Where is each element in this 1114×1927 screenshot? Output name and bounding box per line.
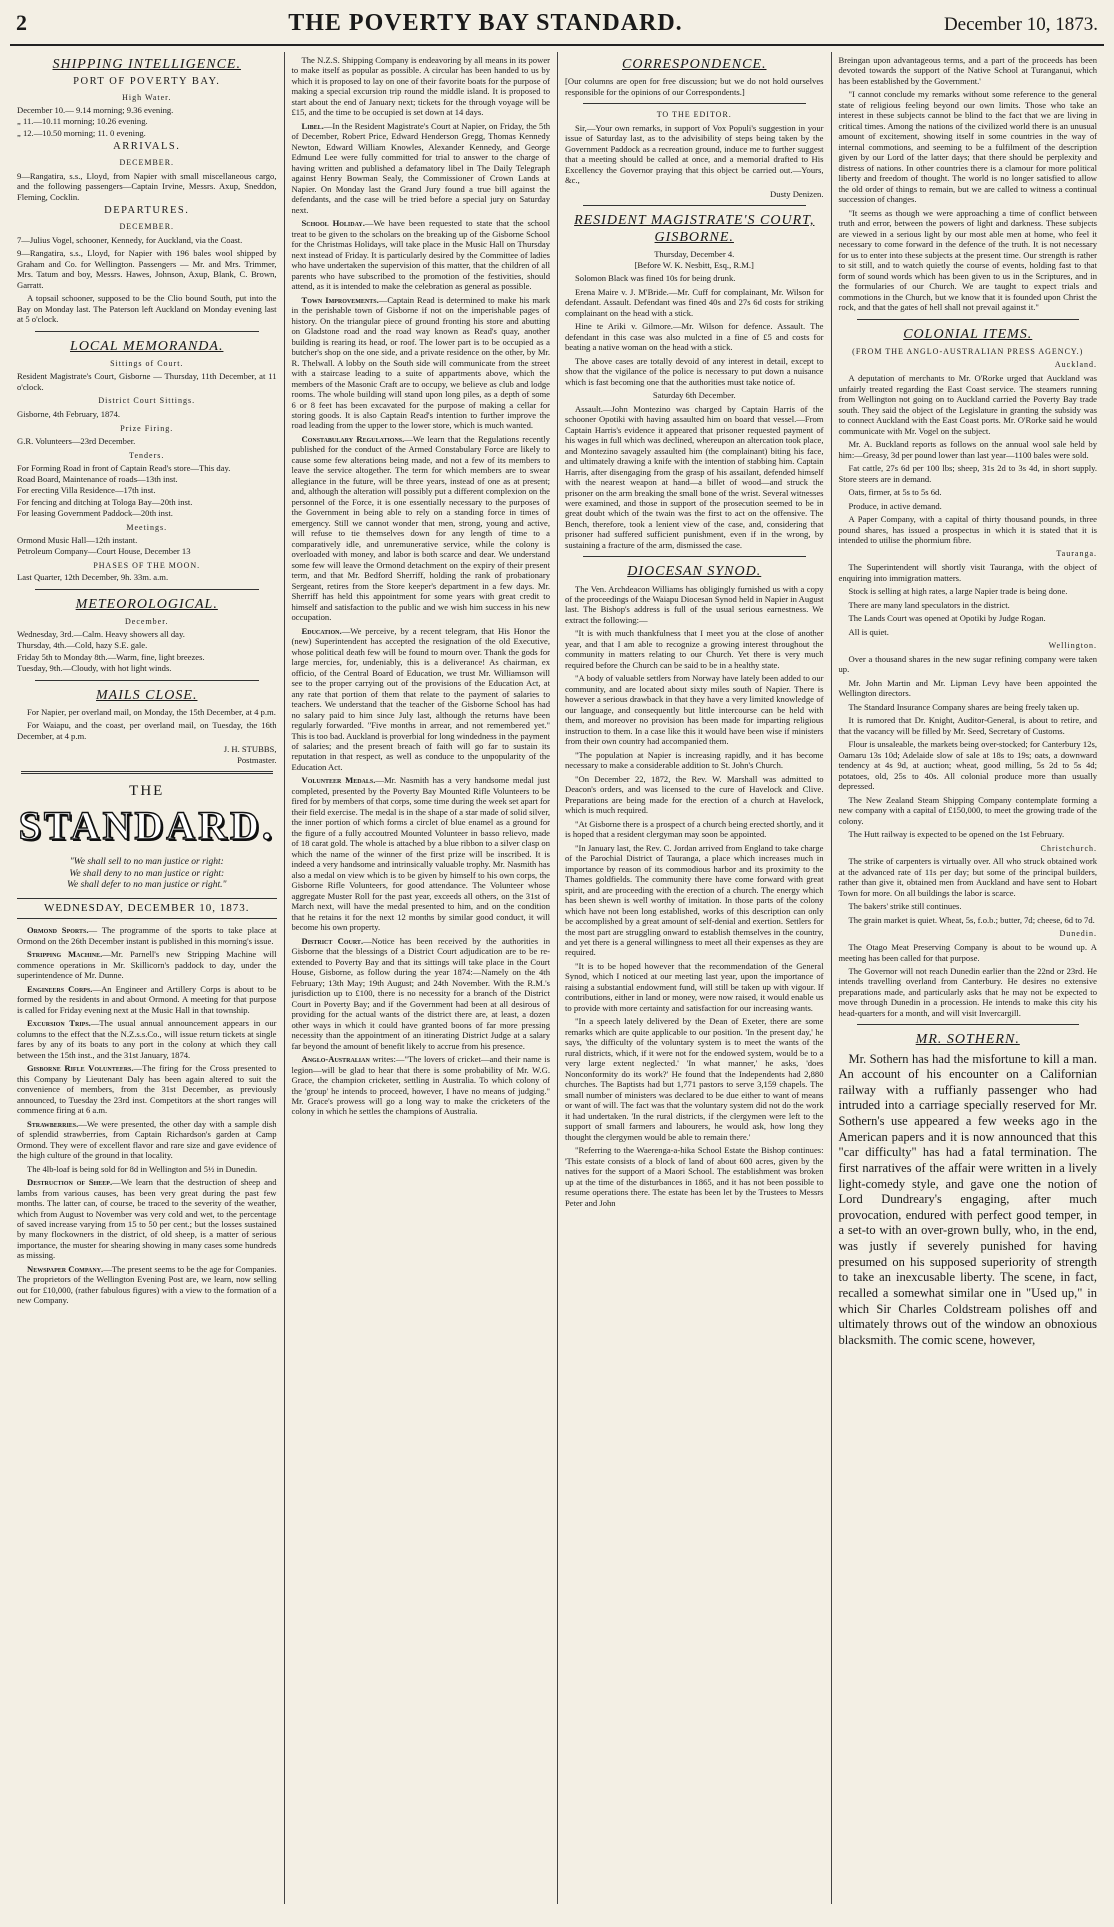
- court-case: Solomon Black was fined 10s for being drunk.: [575, 273, 736, 284]
- tender-item: For erecting Villa Residence—17th inst.: [17, 485, 156, 496]
- synod-continued: "It seems as though we were approaching a time of conflict between truth and error, between the powers of light and darkness. These subjects are viewed in a serious light by our most able men at home, who feel it necessary to come forward in the defence of the truth. It is not necessary for us to enter into these subjects at the present time. Our strength is rather to sit still, and to watch quietly the course of events, holding fast to that form of sound words which has been given to us in the Scriptures, and in the formularies of our Church. We are taught to expect trials and commotions in the Church, but we know that it is founded upon Christ the rock, and that the gates of hell shall not prevail against it.": [838, 207, 1097, 313]
- news-paragraph: Ormond Sports.— The programme of the sports to take place at Ormond on the 26th December instant is published in this morning's issue.: [17, 925, 277, 946]
- news-paragraph: The N.Z.S. Shipping Company is endeavoring by all means in its power to make itself as popular as possible. A circular has been handed to us by which it is proposed to lay on one of their favorite boats for the purpose of making a special excursion trip round the middle island. It is proposed to start about the end of January next; tickets for the through voyage will be £15, and the time to be occupied is set down at 14 days.: [291, 55, 550, 118]
- court-case: The above cases are totally devoid of any interest in detail, except to show that the vigilance of the police is necessary to put down a nuisance which is fast becoming one that the authorities must take notice of.: [565, 355, 824, 387]
- masthead: [10, 10, 1104, 46]
- sothern-title: MR. SOTHERN.: [915, 1032, 1020, 1048]
- court-day: Thursday, December 4.: [654, 249, 735, 260]
- shipping-note: A topsail schooner, supposed to be the Clio bound South, put into the Bay on Monday last. The Paterson left Auckland on Monday evening last at 5 o'clock.: [17, 293, 277, 325]
- news-paragraph: Town Improvements.—Captain Read is determined to make his mark in the perishable town of Gisborne if not on the imperishable pages of history. On the triangular piece of ground fronting his store and abutting on Gladstone road and the road way known as Read's quay, another building is rearing its head, or roof. The lower part is to be occupied as a butcher's shop on the one side, and a private residence on the other, by Mr. R. Thelwall. A lobby on the South side will communicate from the street with a staircase leading to a suite of appartments above, which the members of the Masonic Craft are to occupy, we believe as club and lodge rooms. The whole building will stand upon long piles, as a depth of some 6 or 8 feet has been excavated for the purpose of making a cellar for storing goods. It is also Captain Read's intention to further improve the road leading from the upper to the lower store, which is much wanted.: [291, 294, 550, 431]
- shipping-title: SHIPPING INTELLIGENCE.: [52, 57, 241, 72]
- place-heading: Dunedin.: [1059, 929, 1097, 939]
- divider: [21, 771, 273, 774]
- synod-continued: Breingan upon advantageous terms, and a part of the proceeds has been devoted towards the support of the Native School at Turanganui, which has been established by the Government.': [838, 55, 1097, 86]
- letter-text: Sir,—Your own remarks, in support of Vox Populi's suggestion in your issue of Saturday last, as to the advisibility of steps being taken by the Government Paddock as a recreation ground, induce me to further suggest that a meeting should be called at once, and a memorial drafted to His Excellency the Governor praying that this object be carried out.—Yours, &c.,: [565, 122, 824, 186]
- newspaper-page: [10, 10, 1104, 1907]
- tenders-label: Tenders.: [129, 450, 165, 460]
- tender-item: For fencing and ditching at Tologa Bay—20th inst.: [17, 496, 193, 507]
- met-month: December.: [125, 616, 169, 626]
- colonial-item: The grain market is quiet. Wheat, 5s, f.o.b.; butter, 7d; cheese, 6d to 7d.: [848, 914, 1095, 925]
- synod-paragraph: "It is with much thankfulness that I meet you at the close of another year, and that I am able to recognize a growing interest throughout the community in matters relating to our Church. Yet there is very much required before the Church can be said to be in a healthy state.: [565, 628, 824, 670]
- colonial-item: The New Zealand Steam Shipping Company contemplate forming a new company with a capital of £150,000, to meet the growing trade of the colony.: [838, 794, 1097, 826]
- colonial-item: Mr. A. Buckland reports as follows on the annual wool sale held by him:—Greasy, 3d per pound lower than last year—1100 bales were sold.: [838, 439, 1097, 460]
- meetings-label: Meetings.: [126, 522, 168, 532]
- district-label: District Court Sittings.: [98, 396, 196, 406]
- synod-paragraph: "In a speech lately delivered by the Dean of Exeter, there are some remarks which are quite applicable to our position. 'In the present day,' he says, 'the difficulty of the voluntary system is to meet the wants of the rural districts, which, if it were not for the endowed system, would be to a very large extent neglected.' 'In what manner,' he asks, 'does Nonconformity do its work?' He found that the Independents had 2,880 churches. The Baptists had but 1,771 pastors to serve 3,159 chapels. The small number of ministers was declared to be due either to want of means or want of will. The fact was that the voluntary system did not do the work it had undertaken. 'In the rural districts, if the clergymen were left to the support of small farmers and labourers, he would ask, how long they thought the clergymen would be able to remain there.': [565, 1016, 824, 1142]
- colonial-item: The Otago Meat Preserving Company is about to be wound up. A meeting has been called for that purpose.: [838, 942, 1097, 963]
- nameplate-the: THE: [129, 783, 165, 800]
- colonial-item: Fat cattle, 27s 6d per 100 lbs; sheep, 31s 2d to 3s 4d, in short supply. Store steers are in demand.: [838, 463, 1097, 484]
- mail-entry: For Napier, per overland mail, on Monday, the 15th December, at 4 p.m.: [27, 706, 276, 717]
- colonial-item: The strike of carpenters is virtually over. All who struck obtained work at the advanced rate of 11s per day; but some of the principal builders, rather than give it, obtained men from Auckland and have sent to Hobart Town for more. On all buildings the labor is scarce.: [838, 856, 1097, 898]
- court-before: [Before W. K. Nesbitt, Esq., R.M.]: [634, 259, 754, 270]
- sittings-text: Resident Magistrate's Court, Gisborne — Thursday, 11th December, at 11 o'clock.: [17, 371, 277, 392]
- divider: [857, 319, 1080, 320]
- news-paragraph: Stripping Machine.—Mr. Parnell's new Stripping Machine will commence operations in Mr. Skillicorn's paddock to day, under the superintendence of Mr. Dunne.: [17, 949, 277, 981]
- colonial-item: The Hutt railway is expected to be opened on the 1st February.: [848, 829, 1065, 840]
- motto-line: "We shall sell to no man justice or right:: [69, 857, 224, 868]
- place-heading: Wellington.: [1048, 641, 1097, 651]
- column-4: [831, 52, 1105, 1904]
- tender-item: For leasing Government Paddock—20th inst.: [17, 508, 173, 519]
- divider: [35, 589, 259, 590]
- synod-paragraph: "On December 22, 1872, the Rev. W. Marshall was admitted to Deacon's orders, and was licensed to the cure of Havelock and Clive. Preparations are being made for the erection of a church at Havelock, which is much required.: [565, 773, 824, 816]
- departure-item: 9—Rangatira, s.s., Lloyd, for Napier with 196 bales wool shipped by Graham and Co. for Wellington. Passengers — Mr. and Mrs. Trimmer, Mrs. Tatum and boy, Messrs. Hawes, Johnson, Axup, Blank, C. Brown, Garratt.: [17, 248, 277, 290]
- mail-entry: For Waiapu, and the coast, per overland mail, on Tuesday, the 16th December, at 4 p.m.: [17, 720, 277, 741]
- motto-line: We shall defer to no man justice or right.": [66, 880, 227, 891]
- colonial-source: (FROM THE ANGLO-AUSTRALIAN PRESS AGENCY.): [852, 346, 1084, 356]
- colonial-item: Oats, firmer, at 5s to 5s 6d.: [848, 487, 942, 498]
- motto-line: We shall deny to no man justice or right:: [69, 868, 225, 879]
- news-paragraph: Engineers Corps.—An Engineer and Artillery Corps is about to be formed by the residents in and about Ormond. A meeting for that purpose is called for Friday evening next at the Music Hall in that township.: [17, 983, 277, 1015]
- tide-line: „ 11.—10.11 morning; 10.26 evening.: [17, 116, 148, 127]
- colonial-item: Stock is selling at high rates, a large Napier trade is being done.: [848, 586, 1068, 597]
- weather-entry: Wednesday, 3rd.—Calm. Heavy showers all day.: [17, 628, 185, 639]
- news-paragraph: The 4lb-loaf is being sold for 8d in Wellington and 5½ in Dunedin.: [27, 1163, 258, 1174]
- news-paragraph: Education.—We perceive, by a recent telegram, that His Honor the (new) Superintendent has accepted the resignation of the old Executive, whose political death few will be found to mourn over. Thank the gods for large mercies, for, undeniably, this is a deliverance! As chairman, ex officio, of the Central Board of Education, we trust Mr. Williamson will see to the proper carrying out of the provisions of the Education Act, at any rate that portion of them that relate to the payment of salaries to teachers. We understand that the teacher of the Gisborne School has had no salary paid to him since July last, although the returns have been regularly forwarded. "Five months in arrear, and not remembered yet." This is too bad. Auckland is proverbial for long windedness in the payment of salaries; and the present breach of faith will go far to sustain its reputation in that respect, as well as conduce to the unpopularity of the Education Act.: [291, 625, 550, 772]
- weather-entry: Tuesday, 9th.—Cloudy, with hot light winds.: [17, 663, 172, 674]
- divider: [583, 556, 806, 557]
- colonial-item: The Lands Court was opened at Opotiki by Judge Rogan.: [848, 613, 1046, 624]
- divider: [35, 331, 259, 332]
- district-text: Gisborne, 4th February, 1874.: [17, 409, 121, 420]
- news-paragraph: District Court.—Notice has been received by the authorities in Gisborne that the blessings of a District Court adjudication are to be re-extended to Poverty Bay and that its sittings will take place in the Court House, Gisborne, as follow during the year 1874:—Namely on the 4th February; 13th May; 19th August; and 24th November. With the R.M.'s jurisdiction up to £100, there is no necessity for a branch of the District Court in Poverty Bay; and if the Government had been at all desirous of providing for the actual wants of the district there are, at least, a dozen other ways in which it could have granted boons of far more pressing necessity than the appointment of an itinerating District Judge at a salary far beyond the amount of benefit likely to accrue from his presence.: [291, 935, 550, 1051]
- departure-item: 7—Julius Vogel, schooner, Kennedy, for Auckland, via the Coast.: [17, 234, 243, 245]
- arrivals-text: 9—Rangatira, s.s., Lloyd, from Napier with small miscellaneous cargo, and the following passengers—Captain Irvine, Messrs. Axup, Sneddon, Fleming, Cocklin.: [17, 170, 277, 202]
- synod-paragraph: "A body of valuable settlers from Norway have lately been added to our community, and are located about sixty miles south of Napier. There is however a serious drawback in that they have a very limited knowledge of our language, and consequently but little intercourse can be held with them, and moreover no provision has been made for imparting religious instruction to them. In a case like this it would have been wise if ministers from their own country had accompanied them.: [565, 673, 824, 747]
- prize-label: Prize Firing.: [120, 423, 174, 433]
- news-paragraph: Destruction of Sheep.—We learn that the destruction of sheep and lambs from various causes, has been very great during the past few months. The latter can, of course, be traced to the severity of the weather, which from August to November was very cold and wet, to the percentage of saved increase varying from 15 to 50 per cent.; but the losses sustained by many flockowners in the district, of old sheep, is a matter of serious importance, the muster for shearing showing in many cases some hundreds as missing.: [17, 1177, 277, 1261]
- news-paragraph: Libel.—In the Resident Magistrate's Court at Napier, on Friday, the 5th of December, Robert Price, Edward Henderson Gregg, Thomas Kennedy Newton, Edward William Knowles, Alexander Kennedy, and George Edmund Lee were fully committed for trial to answer to the charge of having written and published a defamatory libel in The Daily Telegraph against Henry Bowman Sealy, the Commissioner of Crown Lands at Napier. On Monday last the Grand Jury found a true bill against the defendants, and the case will be tried before a special jury on Saturday next.: [291, 120, 550, 215]
- shipping-subtitle: PORT OF POVERTY BAY.: [73, 76, 221, 88]
- issue-date: December 10, 1873.: [943, 14, 1098, 35]
- moon-text: Last Quarter, 12th December, 9h. 33m. a.m.: [17, 572, 169, 583]
- divider: [583, 205, 806, 206]
- synod-paragraph: The Ven. Archdeacon Williams has obligingly furnished us with a copy of the proceedings of the Waiapu Diocesan Synod held in Napier in August last. The Bishop's address is full of the usual serious earnestness. We extract the following:—: [565, 583, 824, 625]
- tide-line: December 10.— 9.14 morning; 9.36 evening.: [17, 104, 174, 115]
- letter-signature: Dusty Denizen.: [770, 188, 824, 199]
- court-day: Saturday 6th December.: [652, 390, 736, 401]
- divider: [35, 680, 259, 681]
- colonial-item: The Superintendent will shortly visit Tauranga, with the object of enquiring into immigration matters.: [838, 562, 1097, 583]
- diocesan-title: DIOCESAN SYNOD.: [627, 564, 762, 580]
- court-case: Assault.—John Montezino was charged by Captain Harris of the schooner Opotiki with having assaulted him on board that vessel.—From Captain Harris's evidence it appeared that prisoner requested payment of his wages in full which was declined, whereupon an altercation took place, and Montezino savagely assaulted him (the complainant) biting his face, and ultimately drawing a knife with the intention of stabbing him. Captain Harris, after disengaging from the grasp of his assailant, defended himself with the nearest weapon at hand—a billet of wood—and struck the prisoner on the arm breaking the small bone of the wrist. Several witnesses were examined, and those in support of the prosecution seemed to be in great doubt which of the twain was the first to act on the offensive. The Bench, therefore, took a lenient view of the case, and, considering that prisoner had suffered sufficient punishment, even if in the wrong, by sustaining a fracture of the arm, dismissed the case.: [565, 403, 824, 550]
- nameplate-standard: STANDARD.: [18, 803, 275, 849]
- colonial-item: There are many land speculators in the district.: [848, 599, 1010, 610]
- synod-paragraph: "Referring to the Waerenga-a-hika School Estate the Bishop continues: 'This estate consists of a block of land of about 600 acres, given by the natives for the support of a Maori School. The establishment was broken up at the time of the disturbances in 1865, and it has not been possible to resume operations there. The estate has been let by the Trustees to Messrs Peter and John: [565, 1145, 824, 1208]
- meeting-item: Petroleum Company—Court House, December 13: [17, 546, 191, 557]
- news-paragraph: Newspaper Company.—The present seems to be the age for Companies. The proprietors of the Wellington Evening Post are, we learn, now selling out for £10,000, (rather fabulous figures) with a view to the formation of a new Company.: [17, 1263, 277, 1306]
- arrivals-month: DECEMBER.: [119, 157, 175, 167]
- news-paragraph: Strawberries.—We were presented, the other day with a sample dish of splendid strawberries, from Captain Richardson's garden at Camp Ormond. They were of excellent flavor and rare size and gave evidence of the high culture of the ground in that locality.: [17, 1118, 277, 1161]
- departures-month: DECEMBER.: [119, 221, 175, 231]
- news-paragraph: Excursion Trips.—The usual annual announcement appears in our columns to the effect that the N.Z.s.s.Co., will issue return tickets at single fares by any of its boats to any port in the colony at which they call between the 15th inst., and the 31st January, 1874.: [17, 1018, 277, 1060]
- tender-item: Road Board, Maintenance of roads—13th inst.: [17, 474, 178, 484]
- colonial-item: A Paper Company, with a capital of thirty thousand pounds, in three pound shares, has issued a prospectus in which it is stated that it is intended to utilise the phormium fibre.: [838, 514, 1097, 545]
- colonial-title: COLONIAL ITEMS.: [903, 326, 1033, 342]
- court-case: Erena Maire v. J. M'Bride.—Mr. Cuff for complainant, Mr. Wilson for defendant. Assault. Defendant was fined 40s and 27s 6d costs for striking complainant on the head with a stick.: [565, 286, 824, 318]
- high-water-label: High Water.: [122, 92, 172, 102]
- news-paragraph: Anglo-Australian writes:—"The lovers of cricket—and their name is legion—will be glad to hear that there is some probability of Mr. W.G. Grace, the champion cricketer, settling in Australia. To which colony of the 'group' he intends to proceed, however, I have no means of judging." Mr. Grace's prowess will go a long way to make the cricketers of the colony in which he settles the champions of Australia.: [291, 1054, 550, 1117]
- news-paragraph: Volunteer Medals.—Mr. Nasmith has a very handsome medal just completed, presented by the Poverty Bay Mounted Rifle Volunteers to be fired for by members of that corps, some time during the week set apart for their field exercise. The medal is in the shape of a star made of solid silver, the inner portion of which forms a circlet of blue enamel as a ground for the figure of a fully accoutred Mounted Volunteer in basso relievo, made of 18 carat gold. The whole is attached by a blue ribbon to a silver clasp on which the name of the winner of the first prize will be inscribed. It is indeed a very handsome and intrinsically valuable trophy. Mr. Nasmith has also a medal on view which is to be given by himself to his own corps, the Gisborne Rifle Volunteers, for good attendance. The Volunteer whose aggregate Muster Roll for the past year, exceeds all others, on the 31st of March next, will have the medal presented to him, and on the condition that he retains it for the next 12 months by similar good conduct, it will become his own property.: [291, 775, 550, 933]
- column-3: [557, 52, 831, 1904]
- place-heading: Auckland.: [1054, 360, 1097, 370]
- local-title: LOCAL MEMORANDA.: [70, 338, 224, 354]
- weather-entry: Friday 5th to Monday 8th.—Warm, fine, light breezes.: [17, 651, 205, 662]
- synod-paragraph: "In January last, the Rev. C. Jordan arrived from England to take charge of the Parochial District of Tauranga, a place which increases much in importance by reason of its commodious harbor and its proximity to the Thames goldfields. The community there have come forward with great spirit, and are proceeding with the erection of a church. The energy which has been shewn is well worthy of imitation. In those parts of the colony which have not been long established, works of this description can only be accomplished by a great amount of self-denial and exertion. Settlers for the most part are struggling onward to establish themselves in the country, and yet there is a general willingness to meet all their expenses as they are required.: [565, 842, 824, 958]
- divider: [857, 1024, 1080, 1025]
- weather-entry: Thursday, 4th.—Cold, hazy S.E. gale.: [17, 640, 148, 651]
- tide-line: „ 12.—10.50 morning; 11. 0 evening.: [17, 127, 146, 138]
- departures-label: DEPARTURES.: [104, 205, 190, 217]
- page-number: 2: [16, 10, 27, 35]
- correspondence-note: [Our columns are open for free discussion; but we do not hold ourselves responsible for the opinions of our Correspondents.]: [565, 76, 824, 97]
- column-2: [284, 52, 558, 1904]
- news-paragraph: Constabulary Regulations.—We learn that the Regulations recently published for the conduct of the Armed Constabulary Force are likely to cause some few alterations being made, and not a few of its members to leave the service altogether. The term for which members are to swear allegiance in the future, will be three years, instead of one as at present; and, although the alteration will possibly put a different complexion on the personnel of the Force, it is one essentially necessary to the purposes of the Government in being able to rely on a standing force in times of emergency. Still we cannot wonder that men, strong, young and active, will refuse to tie themselves down for any length of time to a comparatively idle, and unremunerative service, while the colony is overloaded with money, and labor is both scarce and dear. We understand some few will leave the Ormond detachment on the expiry of their present term, and that Mr. Bedford Sherriff, holding the rank of probationary Sergeant, retires from the Store keeper's department in a few days. Mr. Sherriff has held this appointment for some years with great credit to himself and satisfaction to the public and we wish him success in his new occupation.: [291, 433, 550, 623]
- meeting-item: Ormond Music Hall—12th instant.: [17, 534, 138, 545]
- postmaster-signature: J. H. STUBBS,: [223, 744, 277, 755]
- place-heading: Tauranga.: [1056, 549, 1097, 559]
- synod-continued: "I cannot conclude my remarks without some reference to the general state of religious feeling beyond our own limits. Those who take an interest in these subjects cannot be blind to the fact that we are living in critical times. Among the nations of the civilized world there is an unusual amount of excitement, showing itself in some countries in the way of internal commotions, and seeming to be a fulfilment of the description given by our Lord of the latter days; that there should be perplexity and distress of nations. In other countries there is a clamour for more political liberty and freedom of thought. The world is no longer satisfied to allow the old order of things to remain, but we are called to witness a continual succession of changes.: [838, 89, 1097, 205]
- court-case: Hine te Ariki v. Gilmore.—Mr. Wilson for defence. Assault. The defendant in this case was also mulcted in a fine of £5 and costs for beating a native woman on the head with a stick.: [565, 321, 824, 353]
- rm-court-title: RESIDENT MAGISTRATE'S COURT, GISBORNE.: [574, 213, 815, 246]
- tender-item: For Forming Road in front of Captain Read's store—This day.: [17, 462, 231, 473]
- synod-paragraph: "It is to be hoped however that the recommendation of the General Synod, which I noticed at our meeting last year, upon the importance of raising a substantial endowment fund, will still be taken up with vigour. If contributions, either in land or money, were now raised, it would enable us to provide with more certainty and satisfaction for our increasing wants.: [565, 960, 824, 1013]
- colonial-item: Produce, in active demand.: [848, 500, 942, 511]
- colonial-item: It is rumored that Dr. Knight, Auditor-General, is about to retire, and that the vacancy will be filled by Mr. Seed, Secretary of Customs.: [838, 715, 1097, 736]
- colonial-item: Mr. John Martin and Mr. Lipman Levy have been appointed the Wellington directors.: [838, 677, 1097, 699]
- divider: [583, 103, 806, 104]
- column-1: [10, 52, 284, 1904]
- moon-label: PHASES OF THE MOON.: [93, 560, 201, 570]
- sothern-text: Mr. Sothern has had the misfortune to kill a man. An account of his encounter on a Californian railway with a ruffianly passenger who had intruded into a carriage specially reserved for Mr. Sothern's use appeared a few weeks ago in the American papers and it is now announced that this "car difficulty" has had a fatal termination. The first narratives of the affair were written in a lively light-comedy style, and gave one the notion of Lord Dundreary's engaging, after much provocation, endured with perfect good temper, in a set-to with an over-grown bully, who, in the end, was justly if severely punished for having presumed on his supposed superiority of strength to take an inexcusable liberty. The scene, in fact, recalled a somewhat similar one in "Used up," in which Sir Charles Coldstream polishes off and ultimately throws out of the window an obnoxious blacksmith. The comic scene, however,: [838, 1051, 1097, 1347]
- synod-paragraph: "The population at Napier is increasing rapidly, and it has become necessary to make a considerable addition to St. John's Church.: [565, 749, 824, 771]
- mails-title: MAILS CLOSE.: [96, 687, 198, 703]
- news-paragraph: Gisborne Rifle Volunteers.—The firing for the Cross presented to this Company by Lieutenant Daly has been again altered to suit the convenience of members, from the 31st December, as previously announced, to Tuesday the 23rd inst. Competitors at the short ranges will commence firing at 6 a.m.: [17, 1063, 277, 1116]
- arrivals-label: ARRIVALS.: [113, 141, 181, 153]
- paper-title: THE POVERTY BAY STANDARD.: [288, 10, 683, 36]
- colonial-item: The bakers' strike still continues.: [848, 901, 962, 912]
- place-heading: Christchurch.: [1040, 843, 1097, 853]
- colonial-item: Over a thousand shares in the new sugar refining company were taken up.: [838, 653, 1097, 675]
- colonial-item: A deputation of merchants to Mr. O'Rorke urged that Auckland was unfairly treated regarding the East Coast service. The steamers running from Wellington not going on to Auckland carried the Poverty Bay trade south. They said the object of the Legislature in granting the subsidy was to connect Auckland with the East Coast ports. Mr. O'Rorke said he would communicate with Mr. Vogel on the subject.: [838, 373, 1097, 436]
- colonial-item: Flour is unsaleable, the markets being over-stocked; for Canterbury 12s, Oamaru 13s 10d; Adelaide slow of sale at 18s to 19s; oats, a downward tendency at 4s 9d, at auction; wheat, good milling, 5s 2d to 5s 4d; potatoes, old, 25s to 40s. All colonial produce more than usually depressed.: [838, 739, 1097, 792]
- news-paragraph: School Holiday.—We have been requested to state that the school treat to be given to the scholars on the breaking up of the Gisborne School for the Christmas Holidays, will take place in the Music Hall on Thursday next instead of Friday. It is particularly desired by the Committee of ladies who have undertaken the supervision of this matter, that the children of all parents who have subscribed to the promotion of the festivities, should attend, as it is intended to make the celebration as general as possible.: [291, 218, 550, 292]
- meteorological-title: METEOROLOGICAL.: [75, 596, 218, 612]
- correspondence-title: CORRESPONDENCE.: [622, 57, 767, 72]
- synod-paragraph: "At Gisborne there is a prospect of a church being erected shortly, and it is hoped that a resident clergyman may soon be appointed.: [565, 818, 824, 840]
- sittings-label: Sittings of Court.: [110, 358, 184, 368]
- colonial-item: The Governor will not reach Dunedin earlier than the 22nd or 23rd. He intends travelling overland from Canterbury. He desires no extensive preparations made, and particularly asks that he may not be expected to move through Dunedin in a procession. He intends to make this city his head-quarters for a month, and will visit Invercargill.: [838, 966, 1097, 1018]
- to-editor: TO THE EDITOR.: [656, 110, 732, 120]
- prize-text: G.R. Volunteers—23rd December.: [17, 436, 136, 447]
- colonial-item: All is quiet.: [848, 626, 889, 637]
- leader-date: WEDNESDAY, DECEMBER 10, 1873.: [17, 898, 277, 919]
- postmaster-title: Postmaster.: [237, 754, 277, 765]
- colonial-item: The Standard Insurance Company shares are being freely taken up.: [848, 701, 1080, 712]
